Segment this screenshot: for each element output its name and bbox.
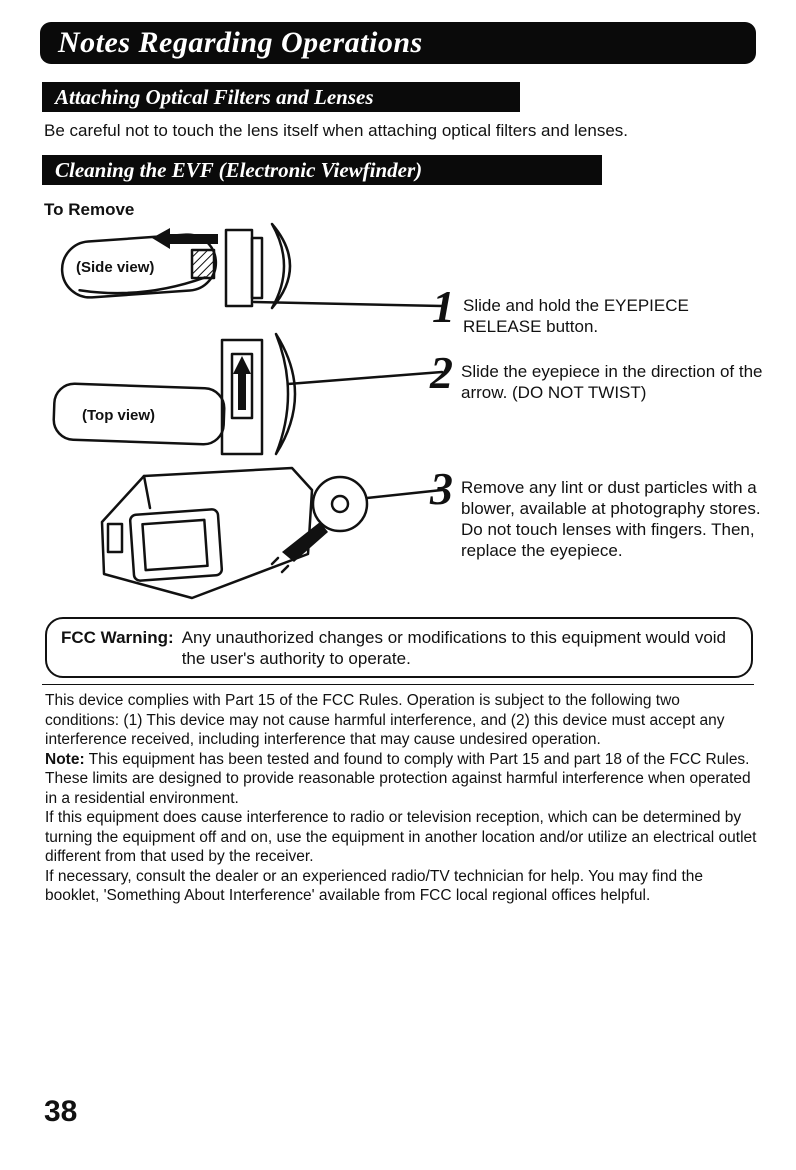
top-view-label: (Top view) (82, 407, 156, 424)
fcc-notice-note (45, 750, 757, 809)
step-3-text: Remove any lint or dust particles with a blower, available at photography stores. Do not touch lenses with fingers. Then, replace the eyepiece. (461, 478, 761, 560)
fcc-note-label: Note: (45, 750, 85, 768)
section-heading-filters (42, 82, 520, 112)
fcc-notice-para3: If this equipment does cause interference to radio or television reception, which can be determined by turning the equipment off and on, use the equipment in another location and/or utilize an electrical outlet different from that used by the receiver. (45, 809, 757, 865)
blower-bulb-drawing (313, 477, 367, 531)
leader-line-step2 (288, 372, 442, 384)
evf-removal-illustration (40, 222, 460, 612)
section-divider (42, 684, 754, 685)
camcorder-blower-drawing (102, 468, 442, 598)
page-title-banner (40, 22, 756, 64)
fcc-warning-box (45, 617, 753, 678)
section-heading-evf (42, 155, 602, 185)
fcc-warning-label: FCC Warning: (61, 628, 174, 647)
up-arrow-icon (233, 356, 251, 410)
filters-caution-text: Be careful not to touch the lens itself when attaching optical filters and lenses. (44, 121, 629, 140)
side-view-label: (Side view) (76, 259, 155, 276)
fcc-note-text: This equipment has been tested and found to comply with Part 15 and part 18 of the FCC Rules. These limits are designed to provide reasonable protection against harmful interference when operated in a residential environment. (45, 750, 751, 807)
top-view-drawing (53, 334, 442, 454)
page-number: 38 (44, 1095, 78, 1128)
step-2 (430, 347, 773, 403)
fcc-warning-text: Any unauthorized changes or modifications to this equipment would void the user's authority to operate. (181, 628, 727, 668)
to-remove-subheading: To Remove (44, 200, 135, 219)
step-1-text: Slide and hold the EYEPIECE RELEASE button. (463, 296, 689, 336)
fcc-notice-para1: This device complies with Part 15 of the FCC Rules. Operation is subject to the following two conditions: (1) This device may not cause harmful interference, and (2) this device must accept any interference received, including interference that may cause undesired operation. (45, 692, 725, 748)
step-3-number: 3 (430, 463, 453, 514)
step-3 (430, 463, 781, 561)
step-2-number: 2 (430, 347, 453, 398)
fcc-notice (45, 691, 757, 906)
leader-line-step1 (254, 302, 442, 306)
step-1 (432, 281, 728, 337)
slide-direction-arrow-icon (152, 228, 218, 249)
eyepiece-release-button-drawing (192, 250, 214, 278)
step-1-number: 1 (432, 281, 455, 332)
section-heading-filters-label: Attaching Optical Filters and Lenses (55, 84, 374, 109)
page-title: Notes Regarding Operations (58, 26, 423, 59)
fcc-notice-para4: If necessary, consult the dealer or an experienced radio/TV technician for help. You may find the booklet, 'Something About Interference' available from FCC local regional offices helpful. (45, 867, 703, 904)
section-heading-evf-label: Cleaning the EVF (Electronic Viewfinder) (55, 157, 423, 182)
step-2-text: Slide the eyepiece in the direction of the arrow. (DO NOT TWIST) (461, 362, 763, 402)
